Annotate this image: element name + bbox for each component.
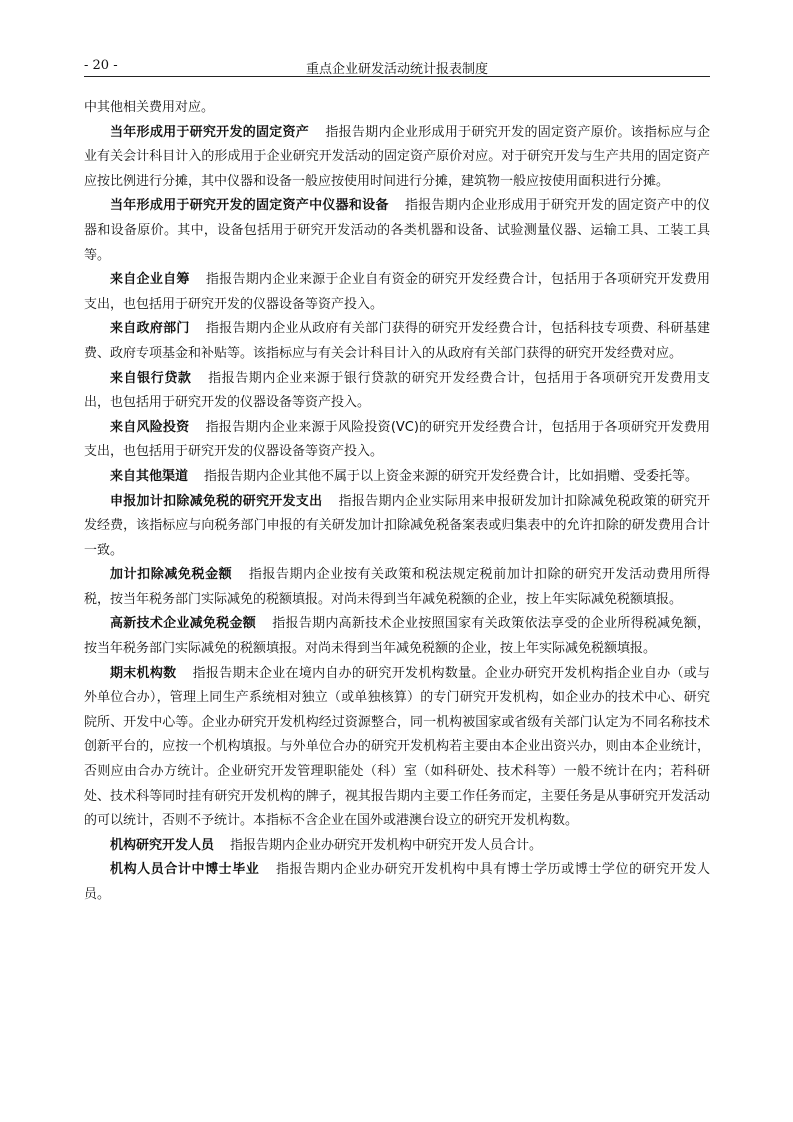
term-label: 申报加计扣除减免税的研究开发支出 [110, 493, 323, 509]
definition-paragraph [84, 121, 710, 195]
term-definition: 指报告期内企业来源于风险投资(VC)的研究开发经费合计，包括用于各项研究开发费用支出，也包括用于研究开发的仪器设备等资产投入。 [84, 419, 710, 460]
term-definition: 指报告期内企业形成用于研究开发的固定资产中的仪器和设备原价。其中，设备包括用于研究开发活动的各类机器和设备、试验测量仪器、运输工具、工装工具等。 [84, 198, 710, 263]
term-definition: 指报告期内高新技术企业按照国家有关政策依法享受的企业所得税减免额，按当年税务部门实际减免的税额填报。对尚未得到当年减免税额的企业，按上年实际减免税额填报。 [84, 616, 710, 657]
term-definition: 指报告期内企业实际用来申报研发加计扣除减免税政策的研究开发经费，该指标应与向税务部门申报的有关研发加计扣除减免税备案表或归集表中的允许扣除的研发费用合计一致。 [84, 493, 710, 558]
term-label: 加计扣除减免税金额 [110, 567, 233, 583]
term-definition: 指报告期内企业从政府有关部门获得的研究开发经费合计，包括科技专项费、科研基建费、政府专项基金和补贴等。该指标应与有关会计科目计入的从政府有关部门获得的研究开发经费对应。 [84, 321, 710, 361]
term-label: 来自银行贷款 [110, 370, 192, 386]
term-definition: 指报告期内企业其他不属于以上资金来源的研究开发经费合计，比如捐赠、受委托等。 [204, 468, 699, 484]
definition-paragraph [84, 490, 710, 564]
definition-paragraph [84, 465, 710, 490]
term-label: 来自其他渠道 [110, 468, 189, 484]
term-label: 期末机构数 [110, 665, 177, 681]
definition-paragraph [84, 317, 710, 366]
header-rule [84, 76, 710, 77]
term-definition: 指报告期末企业在境内自办的研究开发机构数量。企业办研究开发机构指企业自办（或与外单位合办），管理上同生产系统相对独立（或单独核算）的专门研究开发机构，如企业办的技术中心、研究院所、开发中心等。企业办研究开发机构经过资源整合，同一机构被国家或省级有关部门认定为不同名称技术创新平台的，应按一个机构填报。与外单位合办的研究开发机构若主要由本企业出资兴办，则由本企业统计，否则应由合办方统计。企业研究开发管理职能处（科）室（如科研处、技术科等）一般不统计在内；若科研处、技术科等同时挂有研究开发机构的牌子，视其报告期内主要工作任务而定，主要任务是从事研究开发活动的可以统计，否则不予统计。本指标不含企业在国外或港澳台设立的研究开发机构数。 [84, 665, 710, 829]
page-header [84, 54, 710, 76]
term-label: 来自政府部门 [110, 321, 190, 337]
term-definition: 指报告期内企业来源于企业自有资金的研究开发经费合计，包括用于各项研究开发费用支出，也包括用于研究开发的仪器设备等资产投入。 [84, 272, 710, 312]
term-label: 机构研究开发人员 [110, 837, 215, 853]
definition-paragraph [84, 563, 710, 612]
term-definition: 指报告期内企业按有关政策和税法规定税前加计扣除的研究开发活动费用所得税，按当年税务部门实际减免的税额填报。对尚未得到当年减免税额的企业，按上年实际减免税额填报。 [84, 567, 710, 607]
document-body [84, 96, 710, 908]
definition-paragraph [84, 367, 710, 416]
definition-paragraph [84, 268, 710, 317]
definition-paragraph [84, 834, 710, 859]
term-label: 来自风险投资 [110, 419, 190, 435]
definition-paragraph [84, 858, 710, 907]
term-label: 高新技术企业减免税金额 [110, 616, 256, 632]
term-label: 来自企业自筹 [110, 272, 190, 288]
term-label: 机构人员合计中博士毕业 [110, 862, 260, 878]
term-label: 当年形成用于研究开发的固定资产中仪器和设备 [110, 198, 389, 214]
document-title: 重点企业研发活动统计报表制度 [305, 62, 488, 77]
intro-paragraph: 中其他相关费用对应。 [84, 100, 215, 115]
term-label: 当年形成用于研究开发的固定资产 [110, 124, 310, 140]
definition-paragraph [84, 612, 710, 661]
page-number: - 20 - [84, 58, 118, 73]
term-definition: 指报告期内企业办研究开发机构中具有博士学历或博士学位的研究开发人员。 [84, 862, 710, 902]
term-definition: 指报告期内企业办研究开发机构中研究开发人员合计。 [230, 837, 543, 853]
term-definition: 指报告期内企业形成用于研究开发的固定资产原价。该指标应与企业有关会计科目计入的形成用于企业研究开发活动的固定资产原价对应。对于研究开发与生产共用的固定资产应按比例进行分摊，其中仪器和设备一般应按使用时间进行分摊，建筑物一般应按使用面积进行分摊。 [84, 124, 710, 189]
term-definition: 指报告期内企业来源于银行贷款的研究开发经费合计，包括用于各项研究开发费用支出，也包括用于研究开发的仪器设备等资产投入。 [84, 370, 710, 411]
definition-paragraph [84, 662, 710, 834]
definition-paragraph [84, 416, 710, 465]
definition-paragraph [84, 194, 710, 268]
